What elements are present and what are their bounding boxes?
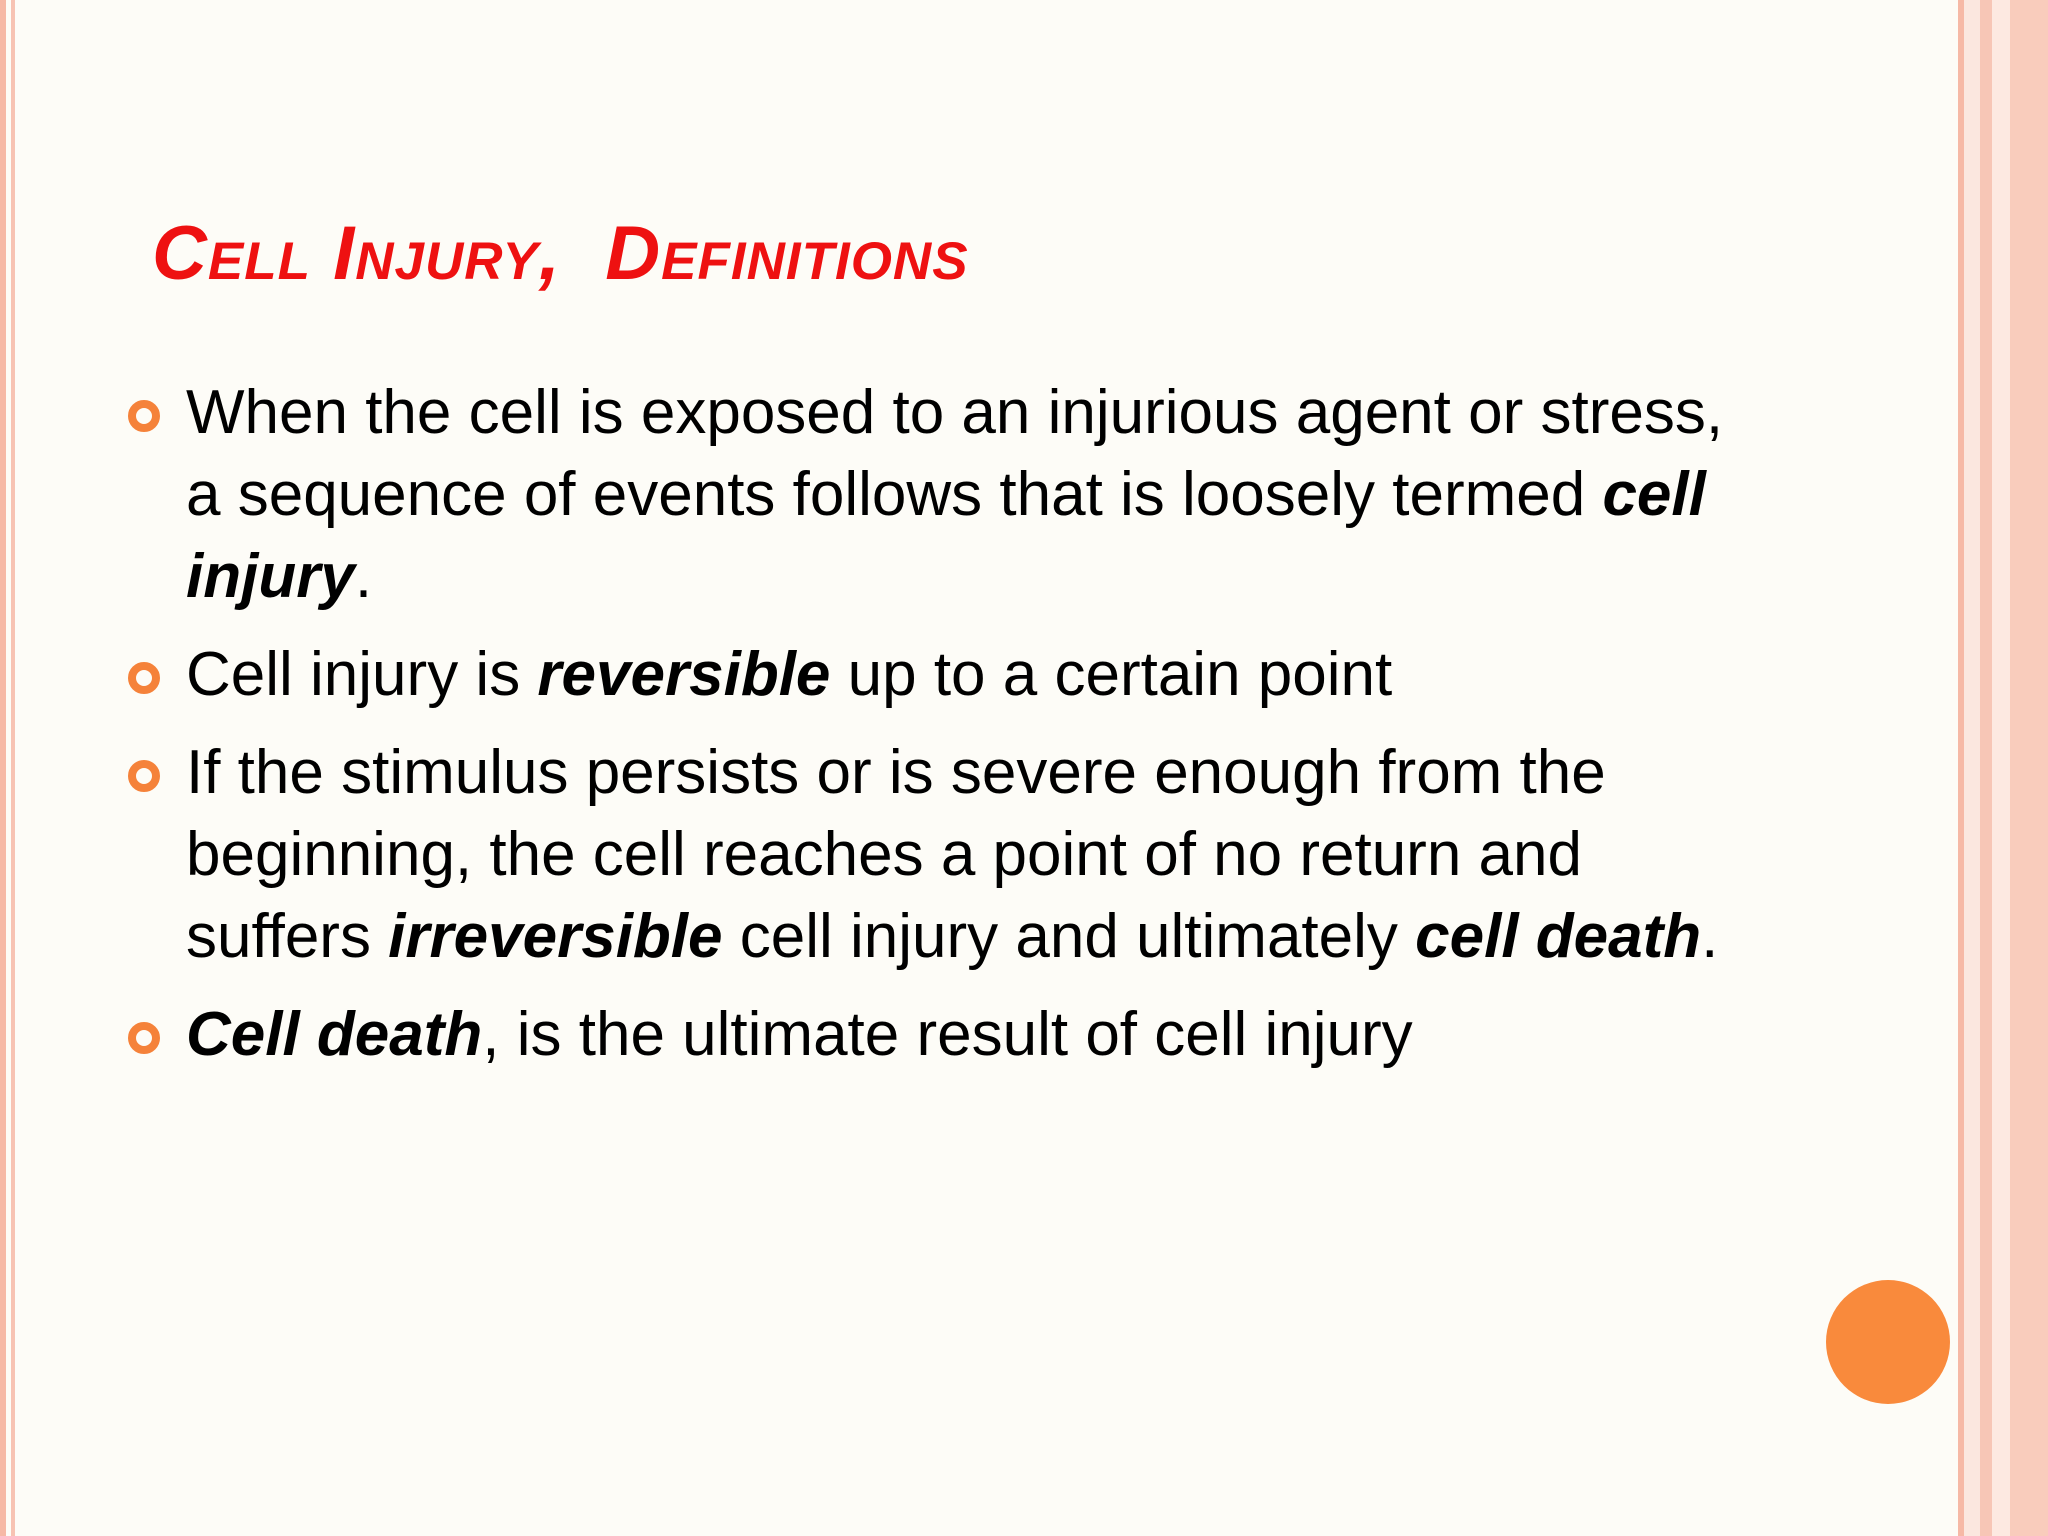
bullet-emphasis: Cell death <box>186 1000 483 1069</box>
bullet-text: If the stimulus persists or is severe enough from the beginning, the cell reaches a point of no return and suffers <box>186 738 1606 971</box>
bullet-emphasis: cell injury <box>186 460 1706 611</box>
decorative-orange-circle <box>1826 1280 1950 1404</box>
ring-bullet-icon <box>128 760 160 792</box>
right-border-stripe <box>2010 0 2048 1536</box>
bullet-text: , is the ultimate result of cell injury <box>482 1000 1413 1069</box>
bullet-item <box>128 994 1748 1076</box>
bullet-list <box>128 372 1748 1092</box>
left-border-stripe <box>0 0 6 1536</box>
bullet-text: cell injury and ultimately <box>722 902 1416 971</box>
bullet-item <box>128 634 1748 716</box>
bullet-item <box>128 372 1748 618</box>
ring-bullet-icon <box>128 1022 160 1054</box>
ring-bullet-icon <box>128 662 160 694</box>
right-border-stripe <box>1980 0 1992 1536</box>
bullet-text: When the cell is exposed to an injurious agent or stress, a sequence of events follows that is loosely termed <box>186 378 1724 529</box>
right-border-stripe <box>1992 0 2010 1536</box>
bullet-text: up to a certain point <box>830 640 1393 709</box>
bullet-emphasis: reversible <box>537 640 831 709</box>
slide-title: Cell Injury, Definitions <box>152 211 969 296</box>
left-border-stripe <box>11 0 15 1536</box>
right-border-stripe <box>1964 0 1980 1536</box>
ring-bullet-icon <box>128 400 160 432</box>
bullet-item <box>128 732 1748 978</box>
bullet-text: Cell injury is <box>186 640 538 709</box>
bullet-emphasis: irreversible <box>388 902 723 971</box>
bullet-text: . <box>1701 902 1719 971</box>
bullet-text: . <box>354 542 373 611</box>
bullet-emphasis: cell death <box>1415 902 1702 971</box>
